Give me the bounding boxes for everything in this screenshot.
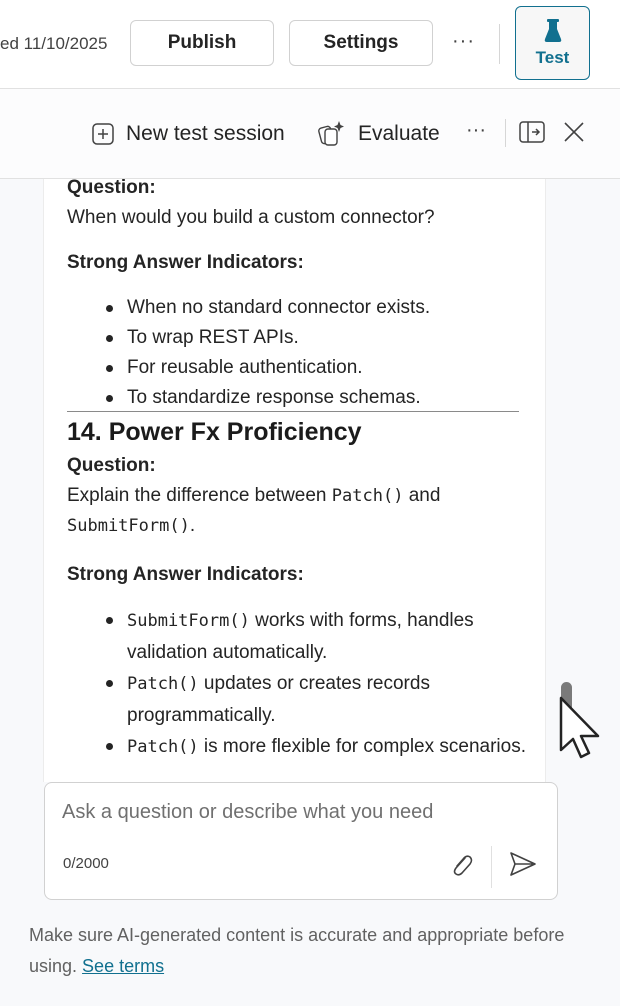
dock-panel-icon[interactable] — [519, 121, 545, 143]
q14-question-text: Explain the difference between Patch() and SubmitForm(). — [67, 485, 441, 536]
inline-code: Patch() — [331, 486, 404, 506]
message-input[interactable] — [62, 801, 532, 824]
send-icon[interactable] — [509, 851, 537, 877]
ai-disclaimer: Make sure AI-generated content is accurate and appropriate before using. See terms — [29, 925, 565, 976]
close-icon[interactable] — [564, 122, 584, 142]
add-square-icon — [92, 123, 114, 145]
list-item: For reusable authentication. — [67, 353, 527, 383]
publish-button[interactable]: Publish — [130, 20, 274, 66]
see-terms-link[interactable]: See terms — [82, 956, 165, 976]
inline-code: SubmitForm() — [67, 516, 190, 536]
new-test-session-button[interactable] — [92, 89, 285, 178]
q14-question-label: Question: — [67, 455, 156, 476]
q13-indicators-label: Strong Answer Indicators: — [67, 252, 304, 273]
top-toolbar — [0, 0, 620, 89]
test-panel-header — [0, 89, 620, 179]
q13-question-text: When would you build a custom connector? — [67, 207, 435, 228]
evaluate-label: Evaluate — [358, 121, 440, 145]
chat-composer — [44, 782, 558, 900]
saved-status: ed 11/10/2025 — [0, 34, 108, 53]
character-count: 0/2000 — [63, 855, 109, 872]
new-test-session-label: New test session — [126, 121, 285, 145]
list-item: To wrap REST APIs. — [67, 323, 527, 353]
panel-more-button[interactable]: ··· — [466, 119, 486, 141]
q14-heading: 14. Power Fx Proficiency — [67, 418, 362, 446]
q14-indicators-label: Strong Answer Indicators: — [67, 564, 304, 585]
list-item: To standardize response schemas. — [67, 383, 527, 413]
flask-icon — [543, 18, 563, 44]
composer-divider — [491, 846, 492, 888]
q13-indicator-list — [67, 293, 527, 413]
mouse-cursor-icon — [558, 695, 602, 761]
test-button[interactable] — [515, 6, 590, 80]
settings-button[interactable]: Settings — [289, 20, 433, 66]
list-item: SubmitForm() works with forms, handles validation automatically. — [67, 605, 527, 668]
attach-paperclip-icon[interactable] — [449, 852, 475, 878]
toolbar-divider — [499, 24, 500, 64]
test-label: Test — [535, 48, 570, 67]
header-divider — [505, 119, 506, 147]
list-item: Patch() is more flexible for complex scenarios. — [67, 731, 527, 763]
q13-question-label: Question: — [67, 179, 156, 198]
q14-indicator-list — [67, 605, 527, 763]
chat-transcript[interactable] — [0, 179, 620, 782]
evaluate-sparkle-icon — [318, 120, 346, 148]
section-divider — [67, 411, 519, 412]
list-item: Patch() updates or creates records programmatically. — [67, 668, 527, 731]
evaluate-button[interactable] — [318, 89, 440, 178]
list-item: When no standard connector exists. — [67, 293, 527, 323]
more-options-button[interactable]: ··· — [452, 30, 475, 52]
